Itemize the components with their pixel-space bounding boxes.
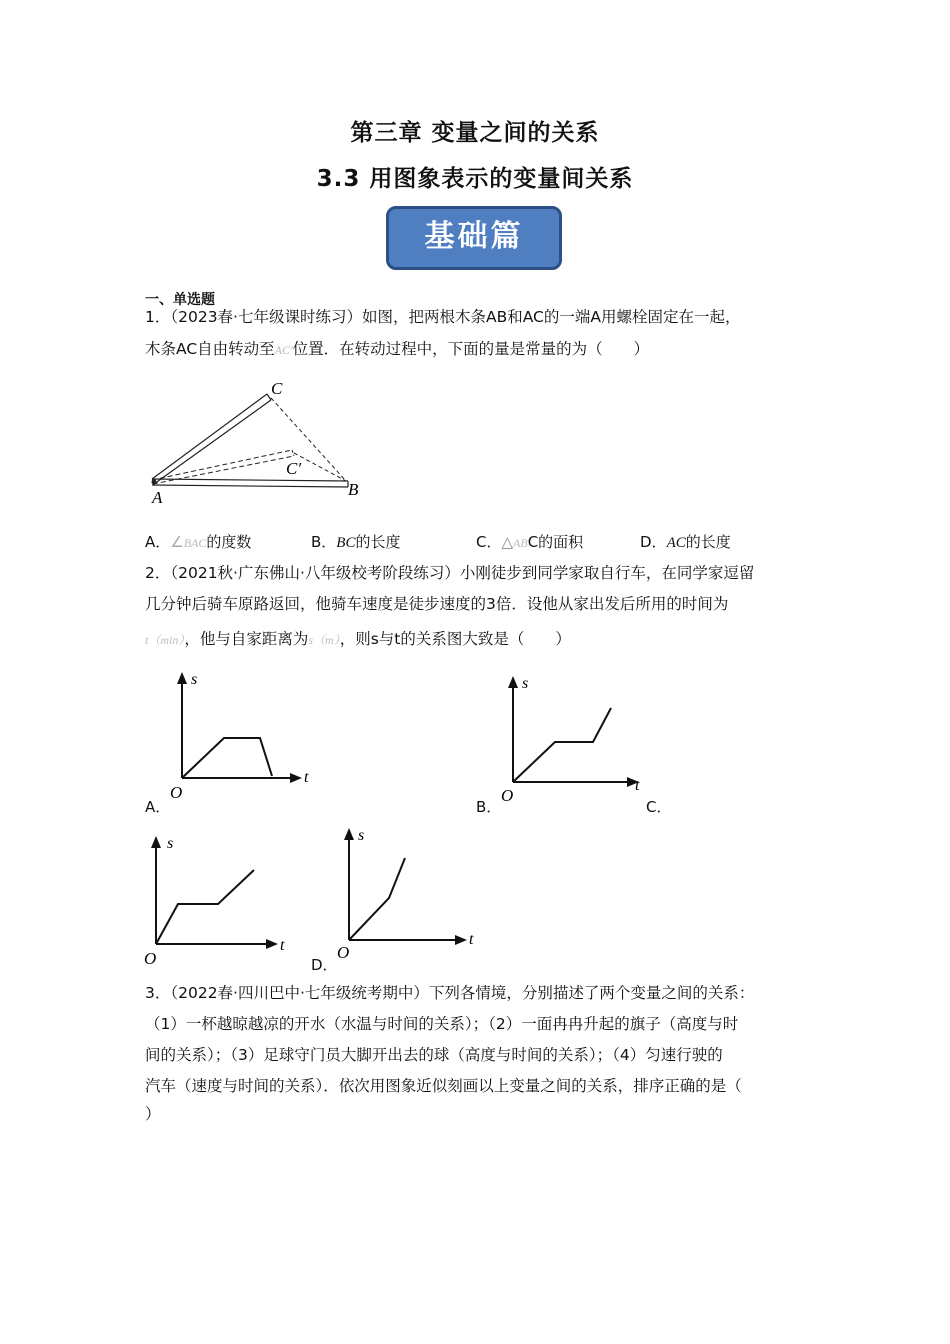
svg-text:t: t bbox=[469, 931, 474, 948]
label-a: A bbox=[152, 488, 163, 506]
q3-line-4: 汽车（速度与时间的关系）．依次用图象近似刻画以上变量之间的关系，排序正确的是（ bbox=[145, 1077, 742, 1095]
svg-text:O: O bbox=[144, 949, 157, 966]
chapter-title: 第三章 变量之间的关系 bbox=[350, 120, 600, 146]
svg-text:s: s bbox=[522, 675, 529, 692]
svg-text:t: t bbox=[304, 769, 309, 786]
bar-ab-bottom bbox=[152, 485, 348, 487]
q3-line-2: （1）一杯越晾越凉的开水（水温与时间的关系）；（2）一面冉冉升起的旗子（高度与时 bbox=[145, 1015, 739, 1033]
q2-graph-a bbox=[162, 668, 312, 800]
y-arrow bbox=[177, 672, 187, 684]
q2-line-2: 几分钟后骑车原路返回，他骑车速度是徒步速度的3倍．设他从家出发后所用的时间为 bbox=[145, 595, 729, 613]
section-heading: 一、单选题 bbox=[145, 292, 215, 308]
svg-text:t: t bbox=[280, 937, 285, 954]
segment-c-prime-b bbox=[294, 453, 346, 481]
svg-text:O: O bbox=[170, 783, 183, 800]
graph-a-curve bbox=[182, 738, 272, 778]
q1-option-c[interactable]: C．△ABC的面积 bbox=[476, 533, 584, 551]
q1-option-b[interactable]: B．BC的长度 bbox=[311, 533, 401, 551]
q2-option-c-label[interactable]: C． bbox=[646, 798, 672, 816]
graph-d-curve bbox=[349, 858, 405, 940]
y-arrow bbox=[344, 828, 354, 840]
q2-option-b-label[interactable]: B． bbox=[476, 798, 502, 816]
segment-cb bbox=[271, 398, 346, 481]
svg-text:s: s bbox=[167, 835, 174, 852]
level-badge: 基础篇 bbox=[386, 206, 562, 270]
q1-line-1: 1．（2023春·七年级课时练习）如图，把两根木条AB和AC的一端A用螺栓固定在一起， bbox=[145, 308, 741, 326]
bar-ac-bottom bbox=[154, 400, 271, 484]
svg-text:O: O bbox=[501, 786, 514, 802]
q1-option-d[interactable]: D．AC的长度 bbox=[640, 533, 731, 551]
q3-line-3: 间的关系）；（3）足球守门员大脚开出去的球（高度与时间的关系）；（4）匀速行驶的 bbox=[145, 1046, 723, 1064]
label-b: B bbox=[348, 480, 359, 499]
q2-line-1: 2．（2021秋·广东佛山·八年级校考阶段练习）小刚徒步到同学家取自行车，在同学家逗留 bbox=[145, 564, 755, 582]
label-c-prime: C′ bbox=[286, 459, 302, 478]
bar-ab-top bbox=[152, 479, 348, 481]
q1-line-2: 木条AC自由转动至AC′位置．在转动过程中，下面的量是常量的为（ ） bbox=[145, 340, 650, 358]
svg-text:O: O bbox=[337, 943, 350, 962]
svg-text:s: s bbox=[191, 671, 198, 688]
bolt-a bbox=[152, 480, 157, 485]
graph-b-curve bbox=[513, 708, 611, 782]
q2-graph-b bbox=[495, 670, 655, 802]
label-c: C bbox=[271, 379, 283, 398]
q2-option-d-label[interactable]: D． bbox=[311, 956, 338, 974]
q2-option-a-label[interactable]: A． bbox=[145, 798, 171, 816]
q1-figure bbox=[140, 378, 380, 506]
svg-text:s: s bbox=[358, 827, 365, 844]
q2-graph-d bbox=[333, 822, 483, 962]
q3-line-5: ） bbox=[145, 1105, 161, 1123]
svg-text:t: t bbox=[635, 777, 640, 794]
section-title: 3.3 用图象表示的变量间关系 bbox=[316, 166, 634, 192]
y-arrow bbox=[151, 836, 161, 848]
x-arrow bbox=[455, 935, 467, 945]
q2-graph-c bbox=[140, 830, 300, 966]
y-arrow bbox=[508, 676, 518, 688]
q2-line-3: t（min），他与自家距离为s（m），则s与t的关系图大致是（ ） bbox=[145, 630, 571, 648]
bar-ac-prime-top bbox=[152, 450, 292, 480]
graph-c-curve bbox=[156, 870, 254, 944]
x-arrow bbox=[266, 939, 278, 949]
q3-line-1: 3．（2022春·四川巴中·七年级统考期中）下列各情境，分别描述了两个变量之间的关系： bbox=[145, 984, 755, 1002]
q1-line-2-math: AC′ bbox=[274, 343, 293, 357]
bar-ac-top bbox=[152, 394, 267, 479]
q1-option-a[interactable]: A．∠BAC的度数 bbox=[145, 533, 252, 551]
x-arrow bbox=[290, 773, 302, 783]
